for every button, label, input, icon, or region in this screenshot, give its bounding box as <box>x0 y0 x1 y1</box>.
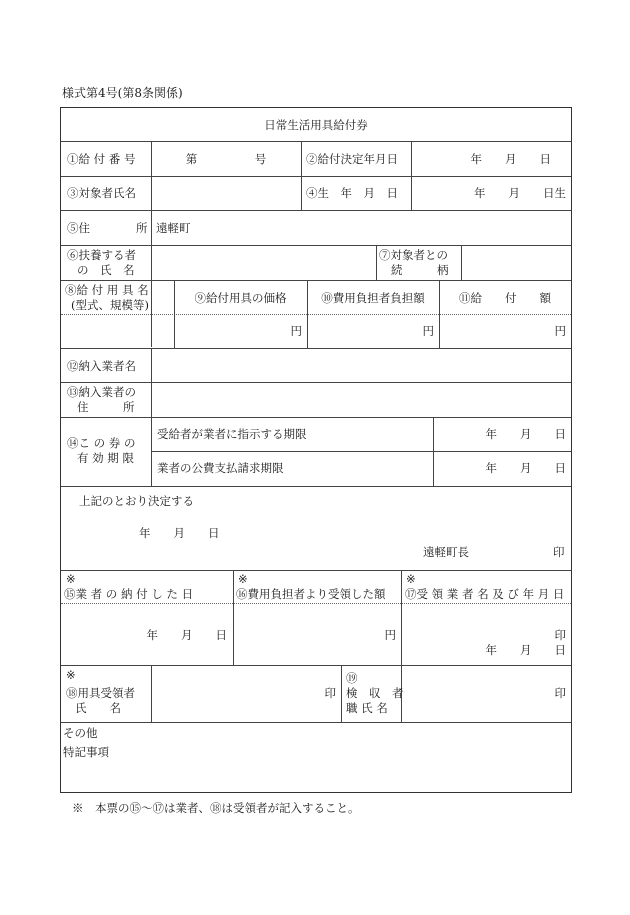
form-caption: 様式第4号(第8条関係) <box>62 86 183 100</box>
label-supporter-line2: の 氏 名 <box>77 263 135 277</box>
note-mark: ※ <box>66 572 76 586</box>
label-validity-line1: ⑭こ の 券 の <box>67 436 136 450</box>
form-title: 日常生活用具給付券 <box>264 118 368 132</box>
yen-unit: 円 <box>422 324 434 338</box>
label-inspector-line2: 職 氏 名 <box>346 701 388 715</box>
note-mark: ※ <box>238 572 248 586</box>
header-receiving-vendor: ⑰受 領 業 者 名 及 び 年 月 日 <box>405 587 565 601</box>
address-value[interactable]: 遠軽町 <box>156 221 191 235</box>
label-decision-date: ②給付決定年月日 <box>306 152 398 166</box>
label-address: ⑤住 所 <box>67 221 148 235</box>
label-item-name-line2: (型式、規模等) <box>71 298 149 312</box>
rule <box>61 210 571 211</box>
col-divider <box>461 245 462 280</box>
col-divider <box>233 570 234 665</box>
label-other: その他 <box>63 726 98 740</box>
col-divider <box>151 348 152 486</box>
label-recipient-line2: 氏 名 <box>75 701 121 715</box>
validity-item-claim: 業者の公費支払請求期限 <box>157 461 284 475</box>
label-vendor-address-line2: 住 所 <box>77 400 135 414</box>
birth-date-field[interactable]: 年 月 日生 <box>474 186 566 200</box>
label-validity-line2: 有 効 期 限 <box>77 451 134 465</box>
label-vendor-name: ⑫納入業者名 <box>67 359 136 373</box>
header-received-amount: ⑯費用負担者より受領した額 <box>236 587 386 601</box>
rule <box>61 486 571 487</box>
rule <box>61 280 571 281</box>
voucher-form <box>60 107 572 793</box>
inspector-seal: 印 <box>554 686 566 700</box>
rule <box>61 245 571 246</box>
dotted-rule <box>61 603 571 604</box>
rule <box>61 417 571 418</box>
validity-date-instruct[interactable]: 年 月 日 <box>485 427 566 441</box>
header-item-price: ⑨給付用具の価格 <box>194 291 287 305</box>
delivery-date-field[interactable]: 年 月 日 <box>146 628 227 642</box>
decision-date[interactable]: 年 月 日 <box>139 526 220 540</box>
label-supporter-line1: ⑥扶養する者 <box>67 248 136 262</box>
label-inspector-line1: 検 収 者 <box>346 686 404 700</box>
header-vendor-delivery-date: ⑮業 者 の 納 付 し た 日 <box>64 587 194 601</box>
header-grant-amount: ⑪給 付 額 <box>459 291 551 305</box>
mayor-seal: 印 <box>553 545 565 559</box>
decision-text: 上記のとおり決定する <box>79 494 194 508</box>
label-grant-number: ①給 付 番 号 <box>67 152 136 166</box>
label-birth-date: ④生 年 月 日 <box>306 186 398 200</box>
validity-date-claim[interactable]: 年 月 日 <box>485 461 566 475</box>
yen-unit: 円 <box>290 324 302 338</box>
yen-unit: 円 <box>554 324 566 338</box>
validity-item-instruct: 受給者が業者に指示する期限 <box>157 427 307 441</box>
rule <box>151 451 571 452</box>
note-mark: ※ <box>406 572 416 586</box>
rule <box>61 722 571 723</box>
label-recipient-line1: ⑱用具受領者 <box>66 686 135 700</box>
mayor-title: 遠軽町長 <box>423 545 469 559</box>
receiving-vendor-date[interactable]: 年 月 日 <box>485 643 566 657</box>
label-item-name-line1: ⑧給 付 用 具 名 <box>65 283 149 297</box>
rule <box>61 665 571 666</box>
note-mark: ※ <box>66 668 76 682</box>
label-inspector-number: ⑲ <box>346 671 358 685</box>
label-vendor-address-line1: ⑬納入業者の <box>67 385 136 399</box>
col-divider <box>151 141 152 347</box>
rule <box>61 348 571 349</box>
footnote: ※ 本票の⑮～⑰は業者、⑱は受領者が記入すること。 <box>72 801 360 815</box>
label-relationship-line1: ⑦対象者との <box>379 248 448 262</box>
vendor-seal: 印 <box>554 628 566 642</box>
decision-date-field[interactable]: 年 月 日 <box>470 152 551 166</box>
label-subject-name: ③対象者氏名 <box>67 186 136 200</box>
rule <box>61 382 571 383</box>
recipient-seal: 印 <box>324 686 336 700</box>
label-special-notes: 特記事項 <box>63 745 109 759</box>
rule <box>61 570 571 571</box>
col-divider <box>301 141 302 210</box>
col-divider <box>341 665 342 722</box>
dotted-rule <box>61 314 571 315</box>
rule <box>61 141 571 142</box>
header-user-burden: ⑩費用負担者負担額 <box>321 291 425 305</box>
col-divider <box>376 245 377 280</box>
label-relationship-line2: 続 柄 <box>391 263 449 277</box>
received-amount-yen: 円 <box>384 628 396 642</box>
grant-number-field[interactable]: 第 号 <box>185 152 267 166</box>
rule <box>61 176 571 177</box>
